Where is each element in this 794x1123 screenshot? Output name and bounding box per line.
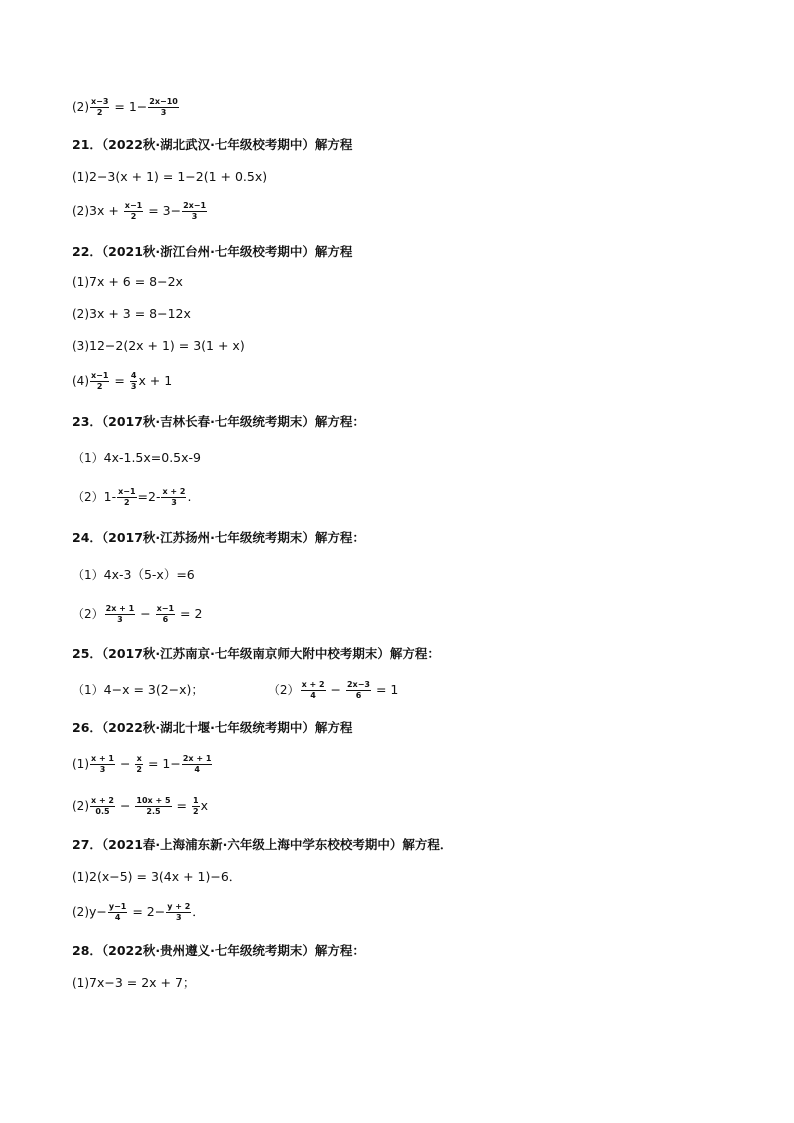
fraction-denominator: 3 <box>99 765 106 774</box>
equation-text: ． <box>192 904 205 919</box>
equation-text: = 1 <box>371 682 399 697</box>
fraction-numerator: y−1 <box>108 902 127 911</box>
fraction <box>117 487 136 508</box>
fraction-numerator: 1 <box>192 796 199 805</box>
equation-line <box>72 487 191 508</box>
fraction-denominator: 2 <box>136 765 142 774</box>
sub-question-label: (2) <box>72 307 89 321</box>
fraction-numerator: x−3 <box>91 97 109 106</box>
equation-text: 7x + 6 = 8−2x <box>89 274 183 289</box>
fraction <box>135 754 143 775</box>
fraction-numerator: x + 2 <box>301 680 325 689</box>
question-heading: 24．（2017秋·江苏扬州·七年级统考期末）解方程： <box>72 530 365 545</box>
fraction <box>182 754 213 775</box>
fraction-denominator: 2 <box>192 807 199 816</box>
question-heading: 23．（2017秋·吉林长春·七年级统考期末）解方程： <box>72 414 365 429</box>
sub-question-label: (2) <box>72 100 89 114</box>
fraction-denominator: 2 <box>130 212 137 221</box>
fraction-denominator: 3 <box>171 498 177 507</box>
fraction-numerator: x + 1 <box>91 754 114 763</box>
equation-line <box>72 449 201 467</box>
equation-line <box>72 754 213 775</box>
sub-question-label: (1) <box>72 870 89 884</box>
fraction-numerator: 2x + 1 <box>105 604 135 613</box>
fraction-numerator: 2x−10 <box>149 97 178 106</box>
equation-text: 3x + <box>89 203 123 218</box>
equation-text: 2(x−5) = 3(4x + 1)−6． <box>89 869 242 884</box>
fraction-denominator: 0.5 <box>95 807 110 816</box>
fraction-numerator: x + 2 <box>162 487 186 496</box>
equation-line <box>72 902 205 923</box>
equation-line <box>72 273 183 291</box>
equation-text: − <box>116 798 135 813</box>
fraction <box>124 201 143 222</box>
fraction <box>90 371 109 392</box>
equation-line <box>72 796 208 817</box>
fraction-numerator: x−1 <box>118 487 136 496</box>
equation-text: 12−2(2x + 1) = 3(1 + x) <box>89 338 245 353</box>
fraction <box>301 680 326 701</box>
question-heading: 27．（2021春·上海浦东新·六年级上海中学东校校考期中）解方程． <box>72 837 453 852</box>
equation-line <box>72 974 195 992</box>
fraction <box>90 796 115 817</box>
fraction <box>346 680 371 701</box>
fraction-denominator: 2 <box>124 498 130 507</box>
sub-question-label: （1） <box>72 568 104 582</box>
fraction-denominator: 2 <box>96 108 103 117</box>
sub-question-label: (2) <box>72 905 89 919</box>
equation-text: = 2− <box>128 904 166 919</box>
fraction-denominator: 4 <box>310 691 316 700</box>
equation-text: =2- <box>137 489 161 504</box>
equation-text: = 2 <box>176 606 203 621</box>
fraction-denominator: 3 <box>175 913 182 922</box>
fraction <box>90 754 115 775</box>
sub-question-label: (1) <box>72 976 89 990</box>
equation-text: = 1− <box>110 99 148 114</box>
equation-line <box>72 305 191 323</box>
fraction-denominator: 6 <box>162 615 169 624</box>
sub-question-label: (3) <box>72 339 89 353</box>
fraction <box>148 97 179 118</box>
equation-text: − <box>326 682 345 697</box>
fraction-numerator: y + 2 <box>167 902 191 911</box>
fraction <box>156 604 175 625</box>
fraction <box>135 796 171 817</box>
equation-text: . <box>187 489 192 504</box>
equation-text: 7x−3 = 2x + 7； <box>89 975 196 990</box>
fraction <box>166 902 191 923</box>
equation-line <box>72 604 202 625</box>
fraction-numerator: 2x + 1 <box>182 754 212 763</box>
sub-question-label: （2） <box>72 490 104 504</box>
fraction-numerator: 2x−3 <box>346 680 370 689</box>
question-heading: 25．（2017秋·江苏南京·七年级南京师大附中校考期末）解方程： <box>72 646 440 661</box>
equation-line <box>72 201 208 222</box>
fraction <box>192 796 200 817</box>
sub-question-label: （2） <box>267 683 300 697</box>
sub-question-label: (1) <box>72 170 89 184</box>
sub-question-label: (2) <box>72 799 89 813</box>
fraction-denominator: 3 <box>160 108 167 117</box>
equation-text: 2−3(x + 1) = 1−2(1 + 0.5x) <box>89 169 268 184</box>
question-heading: 28．（2022秋·贵州遵义·七年级统考期末）解方程： <box>72 943 365 958</box>
fraction-denominator: 2.5 <box>146 807 161 816</box>
fraction-numerator: 2x−1 <box>183 201 207 210</box>
equation-text: 4x-3（5-x）=6 <box>103 567 195 582</box>
question-heading: 22．（2021秋·浙江台州·七年级校考期中）解方程 <box>72 244 353 259</box>
equation-text: = 1− <box>144 756 181 771</box>
equation-line <box>72 566 195 584</box>
fraction-numerator: 4 <box>130 371 137 380</box>
equation-line <box>72 371 172 392</box>
fraction-numerator: x−1 <box>156 604 175 613</box>
sub-question-label: （2） <box>72 607 104 621</box>
equation-text: y− <box>89 904 107 919</box>
sub-question-label: (1) <box>72 757 89 771</box>
equation-text: = <box>172 798 191 813</box>
fraction-numerator: x−1 <box>91 371 109 380</box>
equation-text: − <box>136 606 155 621</box>
question-heading: 26．（2022秋·湖北十堰·七年级统考期中）解方程 <box>72 720 353 735</box>
fraction-numerator: x + 2 <box>91 796 114 805</box>
sub-question-label: （1） <box>72 451 104 465</box>
equation-line <box>72 337 245 355</box>
equation-line <box>72 97 180 118</box>
fraction <box>90 97 109 118</box>
sub-question-label: (1) <box>72 275 89 289</box>
fraction <box>108 902 127 923</box>
fraction <box>130 371 138 392</box>
equation-text: 1- <box>103 489 117 504</box>
fraction <box>161 487 186 508</box>
equation-text: = <box>110 373 129 388</box>
fraction <box>182 201 207 222</box>
fraction-denominator: 2 <box>96 382 103 391</box>
fraction-denominator: 6 <box>355 691 362 700</box>
equation-line <box>72 868 241 886</box>
equation-text: x <box>200 798 208 813</box>
fraction-numerator: x <box>136 754 142 763</box>
equation-line <box>72 168 267 186</box>
sub-question-label: (4) <box>72 374 89 388</box>
equation-text: 3x + 3 = 8−12x <box>89 306 191 321</box>
fraction-numerator: 10x + 5 <box>136 796 171 805</box>
fraction-denominator: 3 <box>191 212 198 221</box>
sub-question-label: (2) <box>72 204 89 218</box>
sub-question-label: （1） <box>72 683 104 697</box>
fraction <box>105 604 136 625</box>
equation-text: = 3− <box>144 203 182 218</box>
fraction-numerator: x−1 <box>124 201 143 210</box>
question-heading: 21．（2022秋·湖北武汉·七年级校考期中）解方程 <box>72 137 353 152</box>
equation-text: 4x-1.5x=0.5x-9 <box>103 450 201 465</box>
fraction-denominator: 3 <box>117 615 123 624</box>
equation-line <box>72 680 398 701</box>
equation-text: x + 1 <box>138 373 173 388</box>
fraction-denominator: 4 <box>194 765 200 774</box>
fraction-denominator: 4 <box>114 913 121 922</box>
fraction-denominator: 3 <box>130 382 137 391</box>
equation-text: − <box>116 756 135 771</box>
equation-text: 4−x = 3(2−x)； <box>103 682 204 697</box>
